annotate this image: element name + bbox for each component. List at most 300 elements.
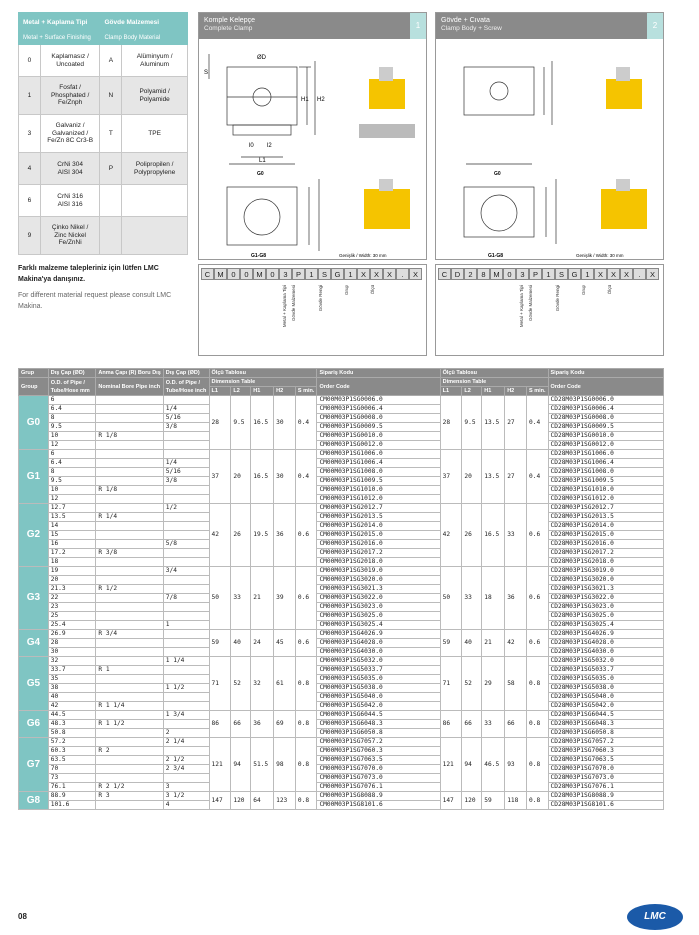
cl1-b: Gövde Malzemesi xyxy=(291,285,296,322)
order-code-cm: CM00M03P1SG6050.8 xyxy=(317,729,440,738)
panel1-drawing xyxy=(199,39,426,259)
code-char: 3 xyxy=(516,268,529,280)
dim-value-2: 18 xyxy=(482,567,505,630)
order-code-cd: CD28M03P1SG3025.4 xyxy=(548,621,663,630)
code-char: 3 xyxy=(279,268,292,280)
od-inch: 1 xyxy=(163,621,209,630)
dim-value: 39 xyxy=(274,567,296,630)
nominal-bore xyxy=(96,495,163,504)
order-code-cd: CD28M03P1SG4030.0 xyxy=(548,648,663,657)
material-cell: Alüminyum / Aluminum xyxy=(122,45,188,77)
order-code-cd: CD28M03P1SG0006.4 xyxy=(548,405,663,414)
dim-value-2: 120 xyxy=(462,792,482,810)
panel1-subtitle: Complete Clamp xyxy=(204,25,253,33)
order-code-cm: CM00M03P1SG0006.0 xyxy=(317,396,440,405)
nominal-bore xyxy=(96,693,163,702)
dim-value: 147 xyxy=(209,792,231,810)
od-mm: 30 xyxy=(48,648,96,657)
th-ot-en: Dimension Table xyxy=(209,378,317,387)
od-mm: 28 xyxy=(48,639,96,648)
od-inch xyxy=(163,747,209,756)
table-row xyxy=(19,801,664,810)
table-row xyxy=(19,648,664,657)
material-cell: N xyxy=(100,77,122,115)
dim-value: 51.5 xyxy=(251,738,274,792)
code-char: S xyxy=(318,268,331,280)
dim-value: 0.4 xyxy=(295,450,317,504)
order-code-cm: CM00M03P1SG2015.0 xyxy=(317,531,440,540)
label-g0: G0 xyxy=(257,171,264,177)
nominal-bore xyxy=(96,639,163,648)
th-h1: H1 xyxy=(251,387,274,396)
code-char: X xyxy=(646,268,659,280)
material-cell: 1 xyxy=(19,77,41,115)
order-code-cd: CD28M03P1SG6044.5 xyxy=(548,711,663,720)
dim-value-2: 94 xyxy=(462,738,482,792)
od-inch xyxy=(163,513,209,522)
od-mm: 44.5 xyxy=(48,711,96,720)
nominal-bore: R 3/8 xyxy=(96,549,163,558)
cl1-c: Gövde Rengi xyxy=(318,285,323,312)
code-char: G xyxy=(331,268,344,280)
page-number: 08 xyxy=(18,912,27,921)
dim-value: 19.5 xyxy=(251,504,274,567)
dim-value: 0.6 xyxy=(295,630,317,657)
dim-value-2: 0.8 xyxy=(527,657,549,711)
nominal-bore xyxy=(96,423,163,432)
table-row xyxy=(19,486,664,495)
panel2-subtitle: Clamp Body + Screw xyxy=(441,25,502,33)
table-row xyxy=(19,468,664,477)
od-inch xyxy=(163,648,209,657)
group-label: G3 xyxy=(19,567,49,630)
table-row xyxy=(19,603,664,612)
material-row xyxy=(19,185,188,217)
order-code-cm: CM00M03P1SG3019.0 xyxy=(317,567,440,576)
dim-value: 50 xyxy=(209,567,231,630)
code-char: M xyxy=(214,268,227,280)
order-code-cd: CD28M03P1SG2015.0 xyxy=(548,531,663,540)
table-row xyxy=(19,504,664,513)
code-char: P xyxy=(529,268,542,280)
od-mm: 13.5 xyxy=(48,513,96,522)
panel-complete-clamp xyxy=(198,12,427,260)
od-mm: 40 xyxy=(48,693,96,702)
nominal-bore xyxy=(96,765,163,774)
od-mm: 6.4 xyxy=(48,459,96,468)
od-mm: 38 xyxy=(48,684,96,693)
order-code-cd: CD28M03P1SG5042.0 xyxy=(548,702,663,711)
od-inch: 3/8 xyxy=(163,423,209,432)
dim-value: 24 xyxy=(251,630,274,657)
od-inch: 7/8 xyxy=(163,594,209,603)
dim-value-2: 121 xyxy=(440,738,462,792)
od-inch: 3/8 xyxy=(163,477,209,486)
panel-body-screw xyxy=(435,12,664,260)
label2-g1g8: G1-G8 xyxy=(488,253,504,259)
od-inch: 5/16 xyxy=(163,468,209,477)
material-cell: CrNi 304 AISI 304 xyxy=(40,153,100,185)
dim-value: 37 xyxy=(209,450,231,504)
dim-value: 33 xyxy=(231,567,251,630)
od-inch xyxy=(163,603,209,612)
od-inch: 3 xyxy=(163,783,209,792)
order-code-cm: CM00M03P1SG7076.1 xyxy=(317,783,440,792)
th-dc: Dış Çap (ØD) xyxy=(48,369,96,378)
dim-value-2: 66 xyxy=(505,711,527,738)
th2-h1: H1 xyxy=(482,387,505,396)
od-inch: 2 3/4 xyxy=(163,765,209,774)
panel2-header xyxy=(436,13,663,39)
note-en: For different material request please consult LMC Makina. xyxy=(18,292,172,310)
od-inch: 3/4 xyxy=(163,567,209,576)
dim-value: 30 xyxy=(274,396,296,450)
dim-value: 42 xyxy=(209,504,231,567)
th-l1: L1 xyxy=(209,387,231,396)
material-cell: Kaplamasız / Uncoated xyxy=(40,45,100,77)
od-mm: 26.9 xyxy=(48,630,96,639)
nominal-bore xyxy=(96,576,163,585)
dim-value: 69 xyxy=(274,711,296,738)
od-inch xyxy=(163,774,209,783)
nominal-bore xyxy=(96,522,163,531)
table-row xyxy=(19,522,664,531)
od-inch xyxy=(163,639,209,648)
dim-value-2: 71 xyxy=(440,657,462,711)
od-inch: 5/8 xyxy=(163,540,209,549)
order-code-cd: CD28M03P1SG2014.0 xyxy=(548,522,663,531)
code-char: 2 xyxy=(464,268,477,280)
od-mm: 14 xyxy=(48,522,96,531)
dim-value: 9.5 xyxy=(231,396,251,450)
nominal-bore xyxy=(96,675,163,684)
order-code-cm: CM00M03P1SG0010.0 xyxy=(317,432,440,441)
material-row xyxy=(19,153,188,185)
order-code-cd: CD28M03P1SG3023.0 xyxy=(548,603,663,612)
nominal-bore xyxy=(96,414,163,423)
label2-g0: G0 xyxy=(494,171,501,177)
material-note xyxy=(18,264,188,312)
od-mm: 8 xyxy=(48,414,96,423)
dim-value-2: 36 xyxy=(505,567,527,630)
order-code-cm: CM00M03P1SG1006.4 xyxy=(317,459,440,468)
order-code-cm: CM00M03P1SG5040.0 xyxy=(317,693,440,702)
code-char: 0 xyxy=(240,268,253,280)
order-code-cd: CD28M03P1SG6048.3 xyxy=(548,720,663,729)
dim-value: 16.5 xyxy=(251,450,274,504)
nominal-bore: R 1 xyxy=(96,666,163,675)
table-row xyxy=(19,459,664,468)
nominal-bore: R 1/2 xyxy=(96,585,163,594)
dim-value-2: 86 xyxy=(440,711,462,738)
material-cell xyxy=(122,185,188,217)
materials-head-en2: Clamp Body Material xyxy=(100,33,188,45)
code-char: X xyxy=(357,268,370,280)
od-mm: 25.4 xyxy=(48,621,96,630)
table-row xyxy=(19,513,664,522)
od-inch xyxy=(163,495,209,504)
order-code-cm: CM00M03P1SG4028.0 xyxy=(317,639,440,648)
dim-value-2: 33 xyxy=(462,567,482,630)
dim-value: 59 xyxy=(209,630,231,657)
material-row xyxy=(19,45,188,77)
cl2-b: Gövde Malzemesi xyxy=(528,285,533,322)
table-row xyxy=(19,567,664,576)
dim-value: 21 xyxy=(251,567,274,630)
dim-value-2: 0.4 xyxy=(527,450,549,504)
order-code-cm: CM00M03P1SG0006.4 xyxy=(317,405,440,414)
order-code-cm: CM00M03P1SG2012.7 xyxy=(317,504,440,513)
table-row xyxy=(19,684,664,693)
nominal-bore: R 2 xyxy=(96,747,163,756)
dim-value-2: 0.8 xyxy=(527,711,549,738)
table-row xyxy=(19,675,664,684)
dim-value: 121 xyxy=(209,738,231,792)
code-char: X xyxy=(409,268,422,280)
od-mm: 50.8 xyxy=(48,729,96,738)
code-char: 0 xyxy=(227,268,240,280)
dim-value: 0.8 xyxy=(295,657,317,711)
code-char: 1 xyxy=(344,268,357,280)
table-row xyxy=(19,666,664,675)
order-code-cm: CM00M03P1SG5035.0 xyxy=(317,675,440,684)
dim-value: 26 xyxy=(231,504,251,567)
od-inch: 1/4 xyxy=(163,405,209,414)
dim-value-2: 37 xyxy=(440,450,462,504)
order-code-cd: CD28M03P1SG5032.0 xyxy=(548,657,663,666)
order-code-cd: CD28M03P1SG1008.0 xyxy=(548,468,663,477)
cl2-d: Grup xyxy=(581,285,586,296)
code-char: C xyxy=(201,268,214,280)
material-cell: 6 xyxy=(19,185,41,217)
order-code-cd: CD28M03P1SG0009.5 xyxy=(548,423,663,432)
od-mm: 8 xyxy=(48,468,96,477)
code-boxes-1 xyxy=(199,265,426,283)
nominal-bore: R 1 1/4 xyxy=(96,702,163,711)
table-row xyxy=(19,738,664,747)
od-mm: 6 xyxy=(48,450,96,459)
material-cell: 3 xyxy=(19,115,41,153)
od-mm: 32 xyxy=(48,657,96,666)
material-cell xyxy=(100,185,122,217)
dim-value: 120 xyxy=(231,792,251,810)
dim-value-2: 0.6 xyxy=(527,504,549,567)
table-row xyxy=(19,585,664,594)
width-note2: Genişlik / Width: 30 mm xyxy=(576,253,624,258)
nominal-bore xyxy=(96,441,163,450)
th-sk2-en: Order Code xyxy=(548,378,663,396)
cl2-a: Metal + Kaplama Tipi xyxy=(519,285,524,328)
nominal-bore xyxy=(96,531,163,540)
order-code-cm: CM00M03P1SG0009.5 xyxy=(317,423,440,432)
od-mm: 22 xyxy=(48,594,96,603)
order-code-cm: CM00M03P1SG5033.7 xyxy=(317,666,440,675)
order-code-cd: CD28M03P1SG5038.0 xyxy=(548,684,663,693)
order-code-cm: CM00M03P1SG4026.9 xyxy=(317,630,440,639)
od-mm: 101.6 xyxy=(48,801,96,810)
dim-h1: H1 xyxy=(301,97,309,103)
code-char: X xyxy=(594,268,607,280)
od-inch xyxy=(163,396,209,405)
od-inch: 1 1/4 xyxy=(163,657,209,666)
dim-value-2: 58 xyxy=(505,657,527,711)
dim-value-2: 46.5 xyxy=(482,738,505,792)
dim-value-2: 0.8 xyxy=(527,738,549,792)
od-mm: 21.3 xyxy=(48,585,96,594)
order-code-cd: CD28M03P1SG7076.1 xyxy=(548,783,663,792)
dim-value: 0.6 xyxy=(295,504,317,567)
table-row xyxy=(19,612,664,621)
code-boxes-2 xyxy=(436,265,663,283)
od-mm: 17.2 xyxy=(48,549,96,558)
od-inch xyxy=(163,450,209,459)
order-code-cm: CM00M03P1SG7070.0 xyxy=(317,765,440,774)
dim-value: 16.5 xyxy=(251,396,274,450)
dim-value: 40 xyxy=(231,630,251,657)
code-char: 8 xyxy=(477,268,490,280)
od-inch: 1 1/2 xyxy=(163,684,209,693)
panel2-drawing xyxy=(436,39,663,259)
od-mm: 88.9 xyxy=(48,792,96,801)
od-inch: 1/2 xyxy=(163,504,209,513)
table-row xyxy=(19,702,664,711)
dim-value-2: 50 xyxy=(440,567,462,630)
dim-value-2: 59 xyxy=(440,630,462,657)
dim-value-2: 9.5 xyxy=(462,396,482,450)
od-inch xyxy=(163,720,209,729)
dim-value: 32 xyxy=(251,657,274,711)
th2-s: S min. xyxy=(527,387,549,396)
od-inch xyxy=(163,585,209,594)
nominal-bore xyxy=(96,396,163,405)
th-sk: Sipariş Kodu xyxy=(317,369,440,378)
order-code-cd: CD28M03P1SG2013.5 xyxy=(548,513,663,522)
od-inch: 5/16 xyxy=(163,414,209,423)
nominal-bore: R 2 1/2 xyxy=(96,783,163,792)
order-code-cd: CD28M03P1SG7070.0 xyxy=(548,765,663,774)
material-row xyxy=(19,77,188,115)
th-sk-en: Order Code xyxy=(317,378,440,396)
order-code-cm: CM00M03P1SG8088.9 xyxy=(317,792,440,801)
od-mm: 60.3 xyxy=(48,747,96,756)
material-cell: TPE xyxy=(122,115,188,153)
order-code-cm: CM00M03P1SG3020.0 xyxy=(317,576,440,585)
od-mm: 35 xyxy=(48,675,96,684)
material-cell: A xyxy=(100,45,122,77)
code-char: D xyxy=(451,268,464,280)
panel1-number: 1 xyxy=(410,13,426,39)
od-mm: 12.7 xyxy=(48,504,96,513)
group-label: G0 xyxy=(19,396,49,450)
code-char: 0 xyxy=(503,268,516,280)
table-row xyxy=(19,594,664,603)
table-row xyxy=(19,756,664,765)
dim-value-2: 40 xyxy=(462,630,482,657)
table-row xyxy=(19,432,664,441)
order-code-cd: CD28M03P1SG0008.0 xyxy=(548,414,663,423)
table-row xyxy=(19,558,664,567)
od-inch xyxy=(163,702,209,711)
dim-value: 86 xyxy=(209,711,231,738)
nominal-bore xyxy=(96,405,163,414)
nominal-bore xyxy=(96,621,163,630)
od-mm: 10 xyxy=(48,432,96,441)
dim-i2: l2 xyxy=(267,143,272,149)
dim-value: 36 xyxy=(251,711,274,738)
od-mm: 76.1 xyxy=(48,783,96,792)
nominal-bore xyxy=(96,738,163,747)
order-code-cm: CM00M03P1SG7073.0 xyxy=(317,774,440,783)
label-g1g8: G1-G8 xyxy=(251,253,267,259)
table-row xyxy=(19,531,664,540)
od-mm: 57.2 xyxy=(48,738,96,747)
order-code-cd: CD28M03P1SG3020.0 xyxy=(548,576,663,585)
order-code-cd: CD28M03P1SG1010.0 xyxy=(548,486,663,495)
order-code-cd: CD28M03P1SG2016.0 xyxy=(548,540,663,549)
order-code-cd: CD28M03P1SG0012.0 xyxy=(548,441,663,450)
code-char: X xyxy=(620,268,633,280)
od-inch xyxy=(163,630,209,639)
nominal-bore: R 1/8 xyxy=(96,486,163,495)
od-inch xyxy=(163,549,209,558)
dim-value: 123 xyxy=(274,792,296,810)
dim-value-2: 27 xyxy=(505,450,527,504)
od-mm: 16 xyxy=(48,540,96,549)
code-char: M xyxy=(490,268,503,280)
order-code-cd: CD28M03P1SG0010.0 xyxy=(548,432,663,441)
od-inch xyxy=(163,612,209,621)
order-code-cd: CD28M03P1SG0006.0 xyxy=(548,396,663,405)
od-inch xyxy=(163,432,209,441)
dim-s: S xyxy=(204,70,209,76)
code-char: S xyxy=(555,268,568,280)
order-code-cd: CD28M03P1SG5040.0 xyxy=(548,693,663,702)
order-code-cd: CD28M03P1SG8088.9 xyxy=(548,792,663,801)
nominal-bore xyxy=(96,540,163,549)
code-char: 1 xyxy=(581,268,594,280)
lmc-logo: LMC xyxy=(627,904,683,930)
th-s: S min. xyxy=(295,387,317,396)
dim-value-2: 42 xyxy=(505,630,527,657)
cl2-c: Gövde Rengi xyxy=(555,285,560,312)
nominal-bore xyxy=(96,567,163,576)
material-cell xyxy=(100,217,122,255)
od-mm: 63.5 xyxy=(48,756,96,765)
od-inch: 1 3/4 xyxy=(163,711,209,720)
od-mm: 19 xyxy=(48,567,96,576)
code-char: . xyxy=(633,268,646,280)
order-code-cm: CM00M03P1SG2018.0 xyxy=(317,558,440,567)
nominal-bore xyxy=(96,657,163,666)
dim-value-2: 28 xyxy=(440,396,462,450)
od-mm: 10 xyxy=(48,486,96,495)
od-mm: 6 xyxy=(48,396,96,405)
od-inch: 1/4 xyxy=(163,459,209,468)
code-char: . xyxy=(396,268,409,280)
dim-value: 71 xyxy=(209,657,231,711)
dimension-table xyxy=(18,368,664,810)
order-code-cm: CM00M03P1SG2013.5 xyxy=(317,513,440,522)
order-code-cd: CD28M03P1SG4028.0 xyxy=(548,639,663,648)
table-row xyxy=(19,441,664,450)
od-inch: 3 1/2 xyxy=(163,792,209,801)
th-l2: L2 xyxy=(231,387,251,396)
order-code-cd: CD28M03P1SG2018.0 xyxy=(548,558,663,567)
order-code-cd: CD28M03P1SG3025.0 xyxy=(548,612,663,621)
dim-phi: ØD xyxy=(257,55,266,61)
dim-value-2: 118 xyxy=(505,792,527,810)
th-ot: Ölçü Tablosu xyxy=(209,369,317,378)
